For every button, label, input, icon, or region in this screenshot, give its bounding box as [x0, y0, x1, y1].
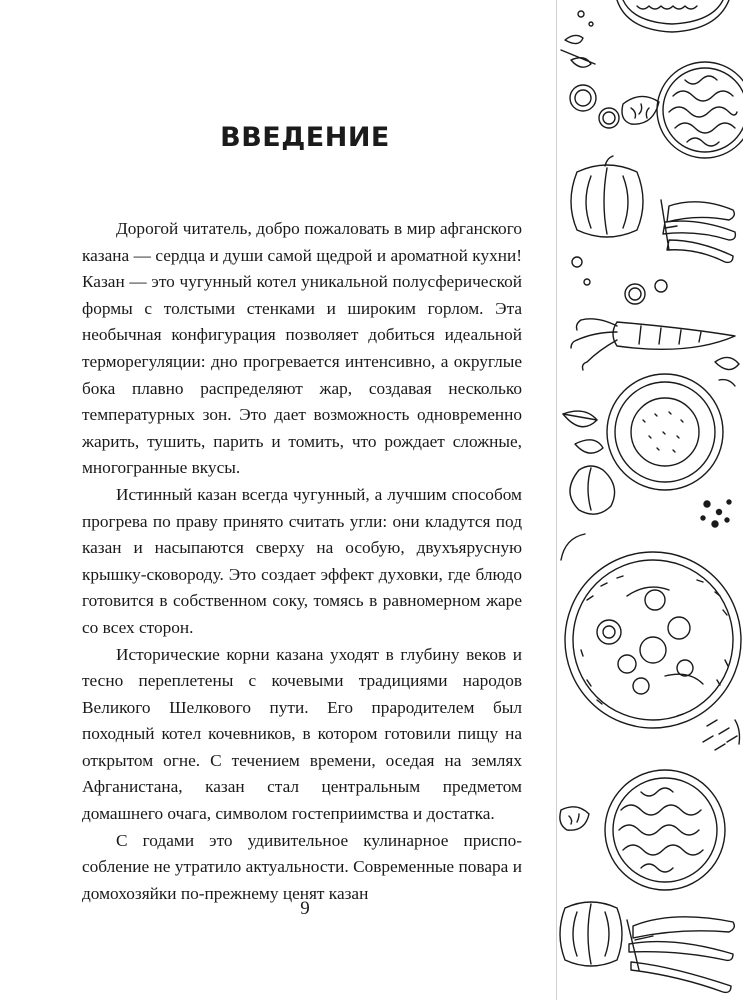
- paragraph-1: Дорогой читатель, добро пожаловать в мир афганского казана — сердца и души самой щедрой и ароматной кухни! Казан — это чугунный котел уникальной полусферической формы с толстыми стенками и широким горлом. Эта необычная конфигурация позволяет добиться идеальной терморегуляции: дно прогревается интенсивно, а округлые бока плавно распределяют жар, создавая несколько температурных зон. Это дает возможность одновременно жарить, тушить, парить и томить, что рождает сложные, многогранные вкусы.: [82, 219, 522, 478]
- spice-seeds-icon: [703, 720, 737, 750]
- bowl-of-food-icon: [605, 770, 725, 890]
- tomato-icon: [560, 807, 589, 830]
- spice-seeds-icon: [701, 500, 731, 527]
- garlic-icon: [570, 466, 615, 514]
- paragraph-2: Истинный казан всегда чугунный, а лучшим способом прогрева по праву принято считать угли: они кладутся под казан и насыпаются сверху на особую, двухъярусную крышку-сковороду. Это создает эффект духовки, где блюдо готовится в собственном соку, томясь в равномерном жаре со всех сторон.: [82, 484, 522, 637]
- tomato-icon: [571, 156, 643, 237]
- onion-rings-icon: [572, 257, 667, 304]
- food-illustration-panel: [556, 0, 743, 1000]
- bowl-of-food-icon: [617, 0, 729, 32]
- pepper-bunch-icon: [661, 200, 735, 262]
- herb-leaf-icon: [563, 411, 603, 453]
- page-number: 9: [300, 898, 310, 919]
- onion-rings-icon: [570, 85, 619, 128]
- pilaf-dish-icon: [561, 534, 741, 744]
- carrot-icon: [571, 319, 735, 370]
- paragraph-4: С годами это удивительное кулинарное приспособление не утратило актуальности. Современные повара и домохозяйки по-прежнему ценят казан: [82, 830, 522, 903]
- tomato-icon: [622, 96, 659, 124]
- flatbread-icon: [607, 374, 723, 490]
- paragraph-3: Исторические корни казана уходят в глубину веков и тесно переплетены с кочевыми традициями народов Великого Шелкового пути. Его прародителем был походный котел кочевников, в котором готовили пищу на открытом огне. С течением времени, оседая на землях Афганистана, казан стал центральным предметом домашнего очага, символом гостеприимства и достатка.: [82, 644, 522, 824]
- herb-leaf-icon: [715, 357, 739, 386]
- page-title: ВВЕДЕНИЕ: [220, 122, 390, 153]
- pepper-bunch-icon: [627, 917, 734, 993]
- body-text: [82, 216, 522, 907]
- bowl-of-food-icon: [657, 62, 743, 158]
- herb-leaf-icon: [561, 11, 595, 67]
- tomato-icon: [560, 902, 622, 966]
